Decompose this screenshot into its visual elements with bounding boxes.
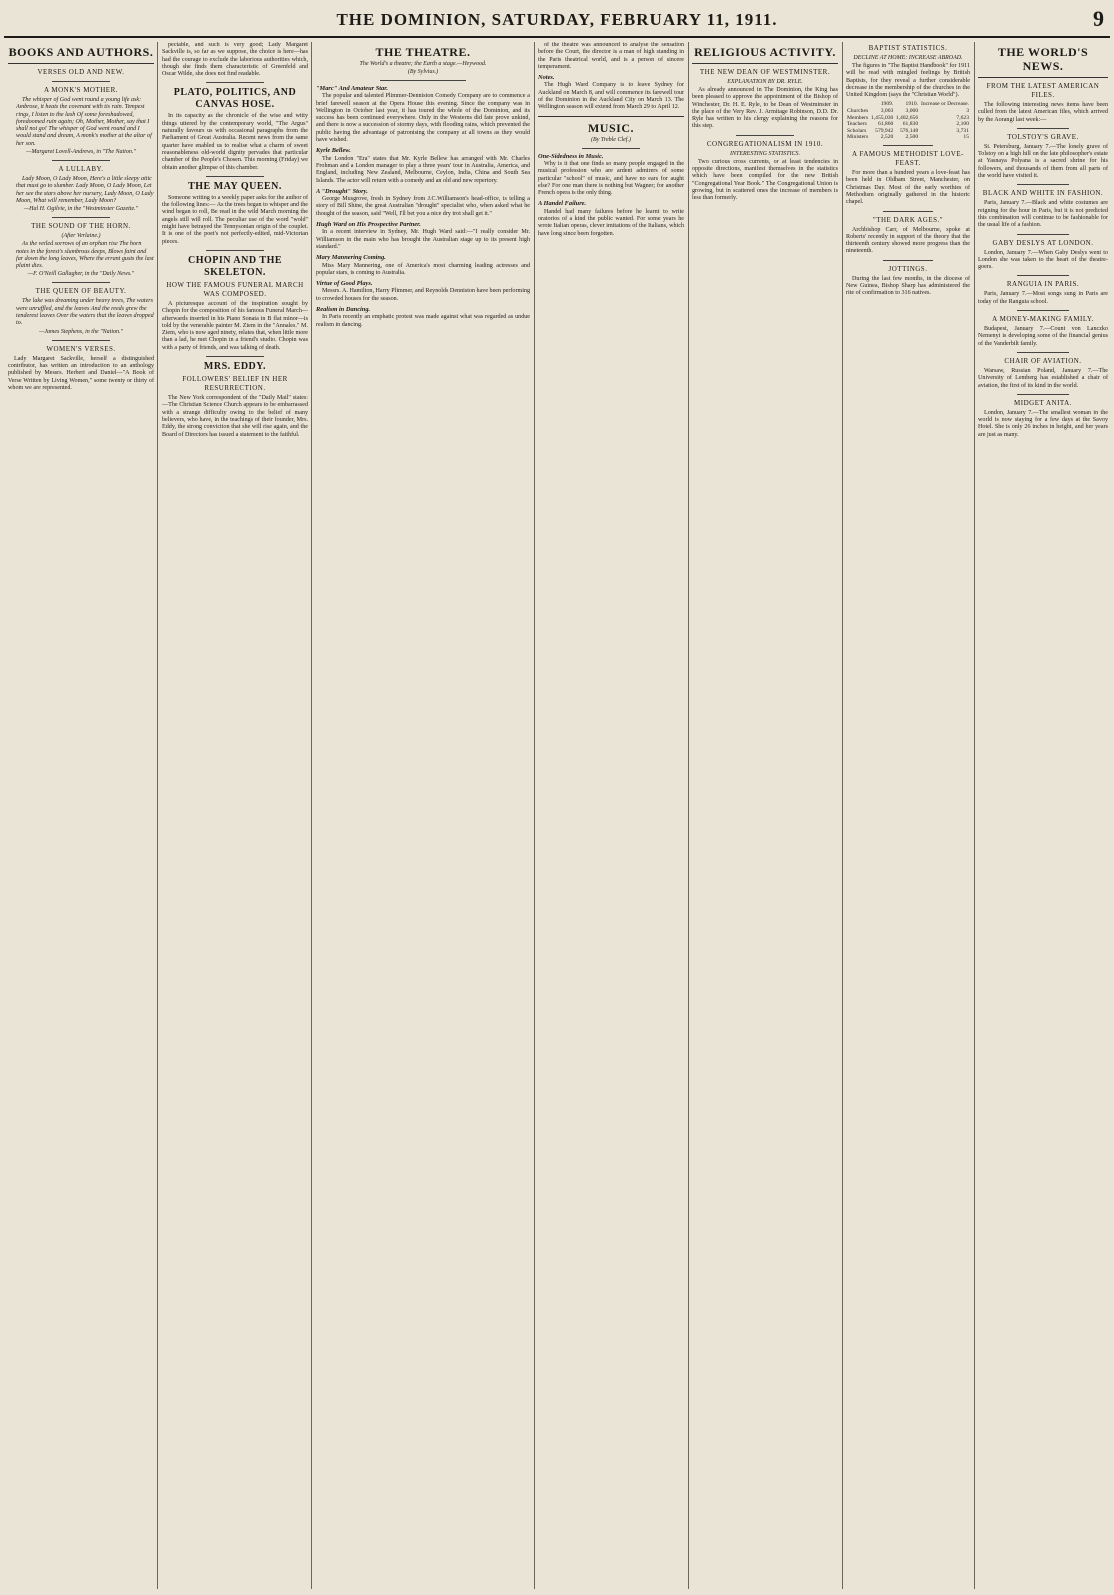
column-books-and-authors <box>8 42 154 1589</box>
article-text: of the theatre was announced to analyse the sensation before the Court, the director is a man of high standing in the Paris theatrical world, and is a person of sincere temperament. <box>538 42 684 70</box>
article-text: Budapest, January 7.—Count von Lanczko Nemenyi is developing some of the financial genius of the Vanderbilt family. <box>978 326 1108 347</box>
article-heading: CONGREGATIONALISM IN 1910. <box>706 139 824 148</box>
divider <box>8 63 154 64</box>
table-cell: 1,402,656 <box>895 114 919 121</box>
table-cell: 3,003 <box>880 108 894 115</box>
poem-credit: —Margaret Lovell-Andrews, in "The Nation." <box>26 149 136 156</box>
article-subheading: FOLLOWERS' BELIEF IN HER RESURRECTION. <box>182 375 288 393</box>
side-heading: Notes. <box>538 74 555 82</box>
article-text: A picturesque account of the inspiration sought by Chopin for the composition of his famous Funeral March—afterwards inserted in his Piano Sonata in B flat minor—is told by the venerable painter M. Ziem in the "Annales." M. Ziem, who is now aged ninety, relates that, when little more than a lad, he met Chopin in a friend's studio. Chopin was with a party of friends, and was talking of death. <box>162 300 308 351</box>
article-text: Miss Mary Mannering, one of America's most charming leading actresses and popular stars, is coming to Australia. <box>316 262 530 276</box>
header-rule <box>4 36 1110 38</box>
article-heading: BLACK AND WHITE IN FASHION. <box>982 189 1104 198</box>
column-worlds-news <box>978 42 1108 1589</box>
table-row <box>846 128 970 135</box>
poem-title: A LULLABY. <box>58 165 104 174</box>
article-subheading: HOW THE FAMOUS FUNERAL MARCH WAS COMPOSED. <box>166 280 304 298</box>
baptist-statistics-table <box>846 101 970 141</box>
article-heading: A MONEY-MAKING FAMILY. <box>992 315 1094 324</box>
article-heading: BAPTIST STATISTICS. <box>868 44 948 52</box>
poem-title: A MONK'S MOTHER. <box>43 86 119 94</box>
table-cell: 1,455,030 <box>870 114 894 121</box>
column-divider <box>311 42 312 1589</box>
page-header-title: THE DOMINION, SATURDAY, FEBRUARY 11, 1911. <box>336 10 778 29</box>
article-text: Messrs. A. Hamilton, Harry Plimmer, and Reynolds Denniston have been performing to crowded houses for the season. <box>316 288 530 302</box>
column-six <box>846 42 970 1589</box>
masthead <box>0 0 1114 44</box>
table-cell: 3 <box>966 108 969 115</box>
divider <box>206 250 264 251</box>
article-text: St. Petersburg, January 7.—The lonely grave of Tolstoy on a high hill on the late philosopher's estate at Yasnaya Polyana is a sacred shrine for his followers, and thousands of them from all parts of the world have visited it. <box>978 143 1108 180</box>
article-text: London, January 7.—The smallest woman in the world is now staying for a few days at the Savoy Hotel. She is only 26 inches in height, and her years are just as many. <box>978 409 1108 438</box>
article-subheading: INTERESTING STATISTICS. <box>729 150 800 157</box>
table-cell: 15 <box>963 134 969 141</box>
article-heading: THE MAY QUEEN. <box>188 180 282 192</box>
table-header-row <box>846 101 970 108</box>
side-heading: Mary Mannering Coming. <box>316 254 386 262</box>
article-text: Why is it that one finds so many people engaged in the musical profession who are ardent admirers of some particular "school" of music, and have no ears for aught else? For one man there is nothing but Wagner; for another French opera is the only thing. <box>538 160 684 197</box>
side-heading: A Handel Failure. <box>538 200 587 208</box>
poem-text: The lake was dreaming under heavy trees, The waters were unruffled, and the leaves And the reeds grew the tenderest leaves Over the waters that the leaves dropped to. <box>16 298 154 327</box>
article-heading: THE NEW DEAN OF WESTMINSTER. <box>699 68 831 76</box>
side-heading: One-Sidedness in Music. <box>538 152 604 160</box>
section-subheading: FROM THE LATEST AMERICAN FILES. <box>986 82 1100 99</box>
article-text: In Paris recently an emphatic protest was made against what was regarded as undue realism in dancing. <box>316 314 530 328</box>
article-text: London, January 7.—When Gaby Deslys went to London she was taken to the heart of the theatre-goers. <box>978 249 1108 271</box>
poem-text: Lady Moon, O Lady Moon, Here's a little sleepy attic that must go to slumber. Lady Moon, O Lady Moon, Let her see the stars above her nursery, Lady Moon, O Lady Moon, What will remember, Lady Moon? <box>16 176 154 204</box>
section-heading: THE WORLD'S NEWS. <box>997 45 1089 73</box>
side-heading: A "Drought" Story. <box>316 187 368 195</box>
section-heading: THE THEATRE. <box>375 45 471 59</box>
article-text: In its capacity as the chronicle of the wise and witty things uttered by the contemporary world, "The Argus" naturally favours us with occasional paragraphs from the Parliament of Great Australia. Recent news from the same quarter have enabled us to realise what a charm of sweet reasonableness old-world dignity pervades that particular chamber of the People's Chosen. This morning (Friday) we obtain another glimpse of this chamber. <box>162 113 308 171</box>
article-heading: PLATO, POLITICS, AND CANVAS HOSE. <box>173 87 297 111</box>
divider <box>538 116 684 117</box>
table-cell: Churches <box>847 108 869 115</box>
divider <box>978 77 1108 78</box>
article-text: Paris, January 7.—Most songs sung in Paris are today of the Ranguia school. <box>978 291 1108 305</box>
divider <box>1017 184 1069 185</box>
article-subheading: EXPLANATION BY DR. RYLE. <box>727 79 803 85</box>
section-heading: MUSIC. <box>587 120 634 135</box>
subheading: VERSES OLD AND NEW. <box>37 68 125 76</box>
poem-title: THE QUEEN OF BEAUTY. <box>35 287 127 296</box>
article-text: The figures in "The Baptist Handbook" for 1911 will be read with mingled feelings by British Baptists, for they reveal a further considerable decrease in the membership of the churches in the United Kingdom (says the "Christian World"). <box>846 63 970 99</box>
divider <box>883 145 933 146</box>
article-subheading: DECLINE AT HOME: INCREASE ABROAD. <box>853 55 963 61</box>
table-cell: 61,830 <box>902 121 919 128</box>
divider <box>1017 128 1069 129</box>
table-row <box>846 115 970 122</box>
article-text: The New York correspondent of the "Daily Mail" states:—The Christian Science Church appears to be embarrassed with a strange difficulty owing to the belief of many believers, who have, in the teachings of their founder, Mrs. Eddy, the strong conviction that she will rise again, and the Board of Directors has issued a statement to the faithful. <box>162 395 308 438</box>
table-cell: 2,500 <box>905 134 919 141</box>
poem-text: As the veiled sorrows of an orphan rise The horn notes in the forest's slumbrous deeps, Blows faint and far down the long leaves, Where the errant gusts the last plaint dies. <box>16 241 154 270</box>
table-row <box>846 121 970 128</box>
table-row <box>846 108 970 115</box>
table-cell: Members <box>847 114 869 121</box>
article-heading: MIDGET ANITA. <box>1014 398 1072 407</box>
column-divider <box>534 42 535 1589</box>
article-heading: CHOPIN AND THE SKELETON. <box>187 254 283 278</box>
divider <box>692 63 838 64</box>
page-number: 9 <box>1093 6 1104 31</box>
side-heading: Kyrle Bellew. <box>316 147 351 155</box>
table-header: 1909. <box>880 101 894 108</box>
article-heading: JOTTINGS. <box>888 264 928 273</box>
poem-credit: —F. O'Neill Gallagher, in the "Daily News." <box>27 271 135 278</box>
article-text: The Hugh Ward Company is to leave Sydney for Auckland on March 8, and will commence its farewell tour of the Dominion in the Auckland City on March 13. The Wellington season will extend from March 29 to April 12. <box>538 82 684 111</box>
byline: (By Sylvius.) <box>407 69 439 75</box>
divider <box>52 217 110 218</box>
article-text: As already announced in The Dominion, the King has been pleased to approve the appointment of the Bishop of Winchester, Dr. H. E. Ryle, to be Dean of Westminster in the place of the Very Rev. J. Armitage Robinson, D.D. Dr. Ryle has written to his clergy explaining the reasons for this step. <box>692 87 838 130</box>
side-heading: "Marc" And Amateur Star. <box>316 85 388 92</box>
divider <box>582 148 640 149</box>
article-heading: A FAMOUS METHODIST LOVE-FEAST. <box>852 150 964 168</box>
article-heading: RANGUIA IN PARIS. <box>1006 280 1080 289</box>
section-heading: RELIGIOUS ACTIVITY. <box>694 45 836 59</box>
article-text: For more than a hundred years a love-feast has been held in Oldham Street, Manchester, on Christmas Day. Most of the early worthies of Methodism originally gathered in the historic chapel. <box>846 170 970 206</box>
table-cell: 3,731 <box>956 127 969 134</box>
column-divider <box>842 42 843 1589</box>
table-cell: Scholars <box>847 127 867 134</box>
divider <box>1017 310 1069 311</box>
table-cell: Teachers <box>847 121 867 128</box>
poem-credit: —James Stephens, in the "Nation." <box>38 328 124 335</box>
poem-title: THE SOUND OF THE HORN. <box>31 222 131 231</box>
table-row <box>846 134 970 141</box>
article-text: The London "Era" states that Mr. Kyrle Bellew has arranged with Mr. Charles Frohman and a London manager to play a three years' tour in Australia, America, and England, including New Zealand, Melbourne, Ceylon, India, China and South Sea Islands. The actor will return with a comedy and an old and new repertory. <box>316 155 530 184</box>
side-heading: Hugh Ward on His Prospective Partner. <box>316 221 421 229</box>
article-text: Warsaw, Russian Poland, January 7.—The University of Lemberg has established a chair of aviation, the first of its kind in the world. <box>978 367 1108 389</box>
article-text: Two curious cross currents, or at least tendencies in opposite directions, manifest themselves in the statistics which have been compiled for the new British "Congregational Year Book." The Congregational Union is growing, but in scattered ones the increase of members is less than formerly. <box>692 158 838 202</box>
column-theatre <box>316 42 530 1589</box>
side-heading: Realism in Dancing. <box>316 306 371 314</box>
divider <box>52 81 110 82</box>
divider <box>52 340 110 341</box>
byline: (By Treble Clef.) <box>591 136 631 143</box>
article-text: The popular and talented Plimmer-Denniston Comedy Company are to commence a brief farewell season at the Opera House this evening. Since the company was in Wellington in October last year, it has toured the whole of the Dominion, and its success has been continued everywhere. Only in the Westerns did fate prove unkind, and there is now a succession of stormy days, with flooding rains, which prevented the public having the advantage of patronising the company at all towns as they would have wished. <box>316 93 530 144</box>
divider <box>52 160 110 161</box>
article-heading: MRS. EDDY. <box>203 361 267 373</box>
table-cell: 7,623 <box>956 114 969 121</box>
column-divider <box>688 42 689 1589</box>
article-text: During the last few months, in the diocese of New Guinea, Bishop Sharp has administered the rite of confirmation to 316 natives. <box>846 275 970 297</box>
table-cell: 3,000 <box>905 108 919 115</box>
article-text: Someone writing to a weekly paper asks for the author of the following lines:— As the trees began to whisper and the wind began to roll, Be read in the wild March morning the angels still will roll. The peculiar use of the word "wold" might have betrayed the Tennysonian origin of the couplet. It is one of the poet's not perfectly-edited, mid-Victorian pieces. <box>162 194 308 245</box>
article-text: In a recent interview in Sydney, Mr. Hugh Ward said:—"I really consider Mr. Williamson in the main who has brought the Australian stage up to its present high standard." <box>316 229 530 250</box>
divider <box>1017 394 1069 395</box>
divider <box>1017 234 1069 235</box>
table-cell: 61,860 <box>877 121 894 128</box>
column-divider <box>157 42 158 1589</box>
article-text: Archbishop Carr, of Melbourne, spoke at Roberts' recently in support of the theory that the thirteenth century showed more progress than the nineteenth. <box>846 226 970 255</box>
divider <box>1017 275 1069 276</box>
table-cell: 576,148 <box>899 127 919 134</box>
article-heading: TOLSTOY'S GRAVE. <box>1007 132 1079 141</box>
side-heading: Virtue of Good Plays. <box>316 280 373 288</box>
table-cell: 2,100 <box>956 121 969 128</box>
table-header: Increase or Decrease. <box>921 101 969 108</box>
column-divider <box>974 42 975 1589</box>
article-text: Lady Margaret Sackville, herself a distinguished contributor, has written an introduction to an anthology published by Messrs. Herbert and Daniel—"A Book of Verse Written by Living Women," some twenty or thirty of whom we are represented. <box>8 355 154 391</box>
article-text: The following interesting news items have been culled from the latest American files, which arrived by the Aorangi last week:— <box>978 102 1108 123</box>
article-text: Paris, January 7.—Black and white costumes are reigning for the hour in Paris, but it is not predicted this combination will continue to be fashionable for the usual life of a fashion. <box>978 200 1108 229</box>
table-header: 1910. <box>905 101 919 108</box>
divider <box>736 135 794 136</box>
epigraph: The World's a theatre; the Earth a stage.—Heywood. <box>359 61 487 67</box>
divider <box>883 260 933 261</box>
article-heading: CHAIR OF AVIATION. <box>1004 356 1082 365</box>
table-cell: 579,942 <box>875 127 894 134</box>
divider <box>206 356 264 357</box>
article-text: Handel had many failures before he learnt to write oratorios of a kind the public wanted. For some years he wrote Italian operas, clever imitations of the Italians, which have long since been forgotten. <box>538 208 684 237</box>
table-header <box>846 101 870 108</box>
column-two <box>162 42 308 1589</box>
column-religious-activity <box>692 42 838 1589</box>
divider <box>206 82 264 83</box>
section-heading: BOOKS AND AUTHORS. <box>8 45 154 59</box>
column-four <box>538 42 684 1589</box>
table-cell: Ministers <box>847 134 869 141</box>
article-text: George Musgrove, fresh in Sydney from J.C.Williamson's head-office, is telling a story of Bill Shine, the great Australian "drought" specialist who, when asked what he thought of the season, said "Well, I'll bet you a nice dry trot shall get it." <box>316 196 530 217</box>
poem-subtitle: (After Verlaine.) <box>61 233 101 240</box>
article-heading: GABY DESLYS AT LONDON. <box>992 238 1094 247</box>
table-cell: 2,520 <box>880 134 894 141</box>
article-text: pectable, and such is very good; Lady Margaret Sackville is, so far as we suppose, the choice is here—has had the courage to exclude the laborious authorities which, though she finds them characteristic of Greenfeld and Oscar Wilde, she does not find readable. <box>162 42 308 78</box>
divider <box>883 211 933 212</box>
article-title: WOMEN'S VERSES. <box>46 344 116 353</box>
divider <box>380 80 466 81</box>
divider <box>206 176 264 177</box>
poem-credit: —Hal H. Ogilvie, in the "Westminster Gazette." <box>23 206 139 213</box>
poem-text: The whisper of God went round a young life ask: Ambrose, it heats the covenant with tis rain. Tempest rings, I listen to the lash Of some foreshadowed, foredoomed ruin again; Oh, Mother, Mother, say that I shall not go! The whisper of God went round and I would stand and dream, A monk's mother at the altar of her son. <box>16 97 152 147</box>
article-heading: "THE DARK AGES." <box>872 215 944 224</box>
divider <box>52 282 110 283</box>
divider <box>1017 352 1069 353</box>
